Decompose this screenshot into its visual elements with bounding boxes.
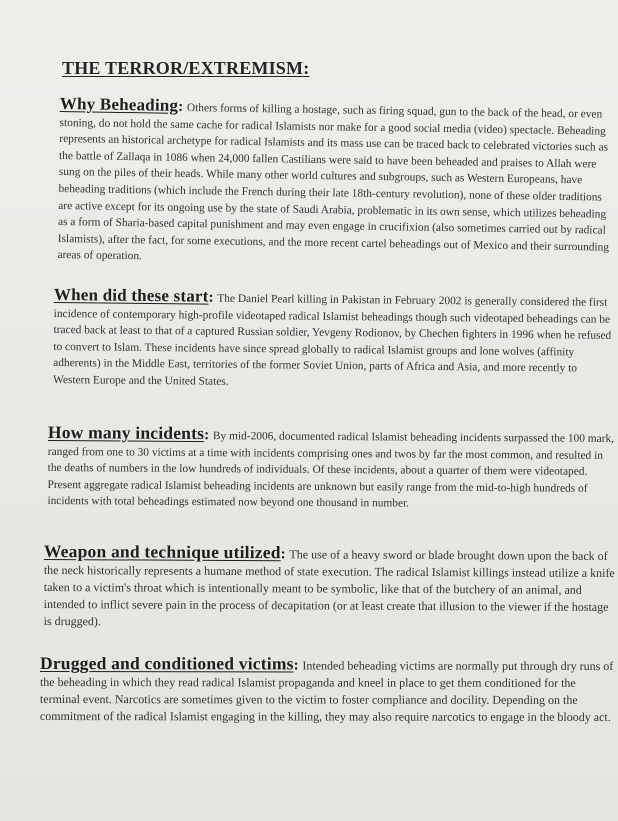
section-body: Intended beheading victims are normally put through dry runs of the beheading in which they read radical Islamist propaganda and kneel in place to get them conditioned for the terminal event. Narcotics are sometimes given to the victim to foster compliance and docility. Depending on the commitment of the radical Islamist engaging in the killing, they may also require narcotics to engage in the bloody act. bbox=[39, 658, 614, 724]
section-drugged-and-conditioned bbox=[40, 655, 618, 726]
heading-colon: : bbox=[208, 289, 218, 306]
section-body: The use of a heavy sword or blade brought down upon the back of the neck historically represents a humane method of state execution. The radical Islamist killings instead utilize a knife taken to a victim's throat which is intentionally meant to be symbolic, like that of the butchery of an animal, and intended to inflict severe pain in the process of decapitation (or at least create that illusion to the viewer if the hostage is drugged). bbox=[43, 547, 615, 629]
section-heading: How many incidents bbox=[47, 422, 205, 444]
heading-colon: : bbox=[204, 427, 213, 444]
section-how-many-incidents bbox=[47, 424, 618, 514]
section-when-did-these-start bbox=[53, 287, 616, 394]
document-title: THE TERROR/EXTREMISM: bbox=[62, 58, 310, 78]
section-heading: Weapon and technique utilized bbox=[43, 541, 281, 563]
section-body: The Daniel Pearl killing in Pakistan in February 2002 is generally considered the first incidence of contemporary high-profile videotaped radical Islamist beheadings though such videotaped beheadings can be traced back at least to that of a captured Russian soldier, Yevgeny Rodionov, by Chechen fighters in 1996 when he refused to convert to Islam. These incidents have since spread globally to radical Islamist groups and lone wolves (affinity adherents) in the Middle East, territories of the former Soviet Union, parts of Africa and Asia, and more recently to Western Europe and the United States. bbox=[52, 292, 612, 388]
section-why-beheading bbox=[57, 96, 616, 273]
section-heading: When did these start bbox=[53, 285, 209, 306]
heading-colon: : bbox=[178, 98, 188, 115]
section-heading: Why Beheading bbox=[59, 94, 179, 115]
section-body: By mid-2006, documented radical Islamist beheading incidents surpassed the 100 mark, ranged from one to 30 victims at a time with incidents comprising ones and twos by far the most common, and resulted in the deaths of numbers in the low hundreds of individuals. Of these incidents, about a quarter of them were videotaped. Present aggregate radical Islamist beheading incidents are unknown but easily range from the mid-to-high hundreds of incidents with total beheadings estimated now beyond one thousand in number. bbox=[47, 430, 615, 510]
section-weapon-and-technique bbox=[44, 543, 618, 633]
section-heading: Drugged and conditioned victims bbox=[39, 653, 294, 674]
heading-colon: : bbox=[293, 657, 303, 674]
heading-colon: : bbox=[280, 546, 290, 563]
section-body: Others forms of killing a hostage, such as firing squad, gun to the back of the head, or even stoning, do not hold the same cache for radical Islamists nor make for a good social media (video) spectacle. Beheading represents an historical archetype for radical Islamists and its mass use can be traced back to celebrated victories such as the battle of Zallaqa in 1086 when 24,000 fallen Castilians were said to have been beheaded and praises to Allah were sung on the piles of their heads. While many other world cultures and subgroups, such as Western Europeans, have beheading traditions (which include the French during their late 18th-century revolution), none of these older traditions are active except for its ongoing use by the state of Saudi Arabia, problematic in its own sense, which utilizes beheading as a form of Sharia-based capital punishment and may even engage in crucifixion (also sometimes carried out by radical Islamists), after the fact, for some executions, and the more recent cartel beheadings out of Mexico and their surrounding areas of operation. bbox=[57, 101, 610, 263]
